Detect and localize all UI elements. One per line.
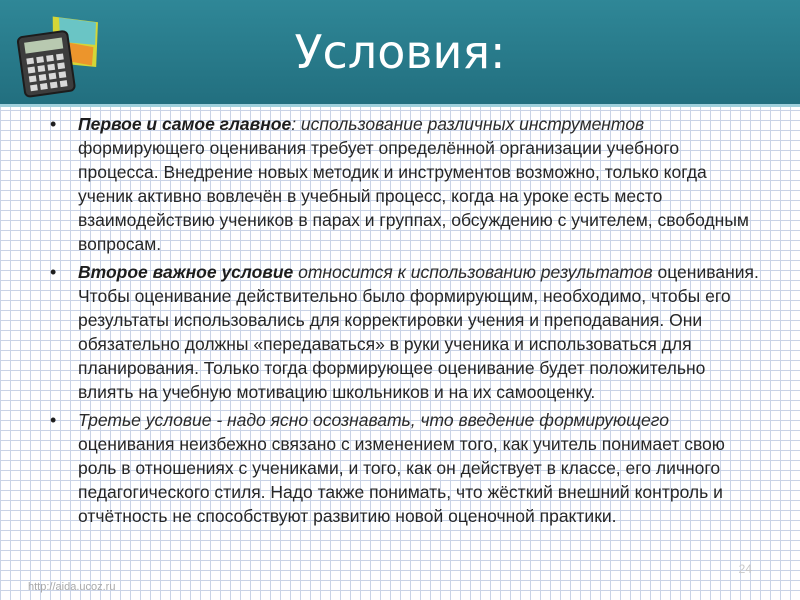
bullet-lead-tail: : использование различных инструментов [291, 114, 645, 134]
bullet-lead: Второе важное условие [78, 262, 294, 282]
slide-title: Условия: [294, 25, 506, 79]
bullet-item [50, 112, 762, 256]
bullet-body: оценивания неизбежно связано с изменением того, как учитель понимает свою роль в отношениях с учениками, и того, как он действует в классе, его личного педагогического стиля. Надо также понимать, что жёсткий внешний контроль и отчётность не способствуют развитию новой оценочной практики. [78, 434, 725, 526]
bullet-body: формирующего оценивания требует определённой организации учебного процесса. Внедрение новых методик и инструментов возможно, только когда ученик активно вовлечён в учебный процесс, когда на уроке есть место взаимодействию учеников в парах и группах, обсуждению с учителем, свободным вопросам. [78, 138, 749, 254]
bullet-item [50, 260, 762, 404]
page-number: 24 [738, 562, 752, 576]
bullet-body: оценивания. Чтобы оценивание действительно было формирующим, необходимо, чтобы его результаты использовались для корректировки учения и преподавания. Они обязательно должны «передаваться» в руки ученика и использоваться для планирования. Только тогда формирующее оценивание будет положительно влиять на учебную мотивацию школьников и на их самооценку. [78, 262, 759, 402]
bullet-dot-icon: • [50, 410, 57, 430]
bullet-lead-tail: Третье условие - надо ясно осознавать, что введение формирующего [78, 410, 669, 430]
slide-content [50, 112, 762, 532]
bullet-dot-icon: • [50, 262, 57, 282]
site-url[interactable]: http://aida.ucoz.ru [28, 581, 116, 593]
bullet-lead: Первое и самое главное [78, 114, 292, 134]
header-stripe [0, 104, 800, 107]
bullet-item [50, 408, 762, 528]
bullet-lead-tail: относится к использованию результатов [293, 262, 653, 282]
bullet-dot-icon: • [50, 114, 57, 134]
